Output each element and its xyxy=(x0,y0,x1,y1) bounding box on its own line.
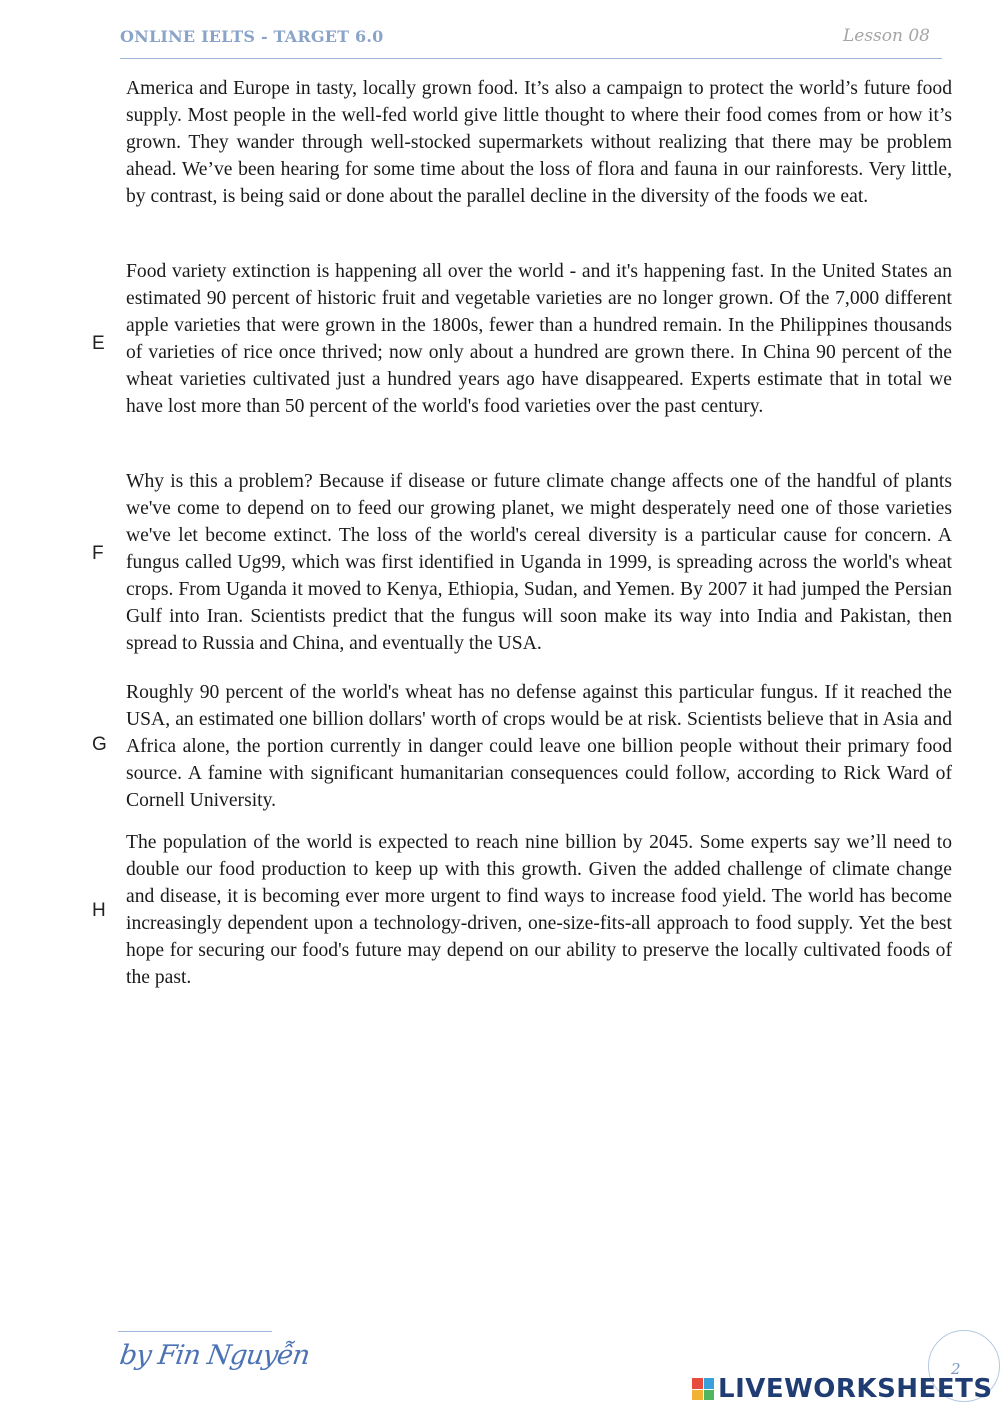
paragraph-intro xyxy=(126,75,952,210)
paragraph-text: The population of the world is expected to reach nine billion by 2045. Some experts say we’ll need to double our food production to keep up with this growth. Given the added challenge of climate change and disease, it is becoming ever more urgent to find ways to increase food yield. The world has become increasingly dependent upon a technology-driven, one-size-fits-all approach to food supply. Yet the best hope for securing our food's future may depend on our ability to preserve the locally cultivated foods of the past. xyxy=(126,832,952,988)
page-header xyxy=(120,24,942,59)
liveworksheets-logo-icon xyxy=(692,1378,714,1400)
course-title: ONLINE IELTS - TARGET 6.0 xyxy=(120,27,384,46)
liveworksheets-brand[interactable] xyxy=(692,1372,993,1406)
paragraph-h xyxy=(126,829,952,991)
paragraph-text: Roughly 90 percent of the world's wheat has no defense against this particular fungus. If it reached the USA, an estimated one billion dollars' worth of crops would be at risk. Scientists believe that in Asia and Africa alone, the portion currently in danger could leave one billion people without their primary food source. A famine with significant humanitarian consequences could follow, according to Rick Ward of Cornell University. xyxy=(126,682,952,811)
paragraph-g xyxy=(126,679,952,814)
brand-name: LIVEWORKSHEETS xyxy=(718,1374,993,1404)
paragraph-letter-e: E xyxy=(92,333,105,354)
paragraph-letter-f: F xyxy=(92,543,104,564)
paragraph-text: Food variety extinction is happening all over the world - and it's happening fast. In the United States an estimated 90 percent of historic fruit and vegetable varieties are no longer grown. Of the 7,000 different apple varieties that were grown in the 1800s, fewer than a hundred remain. In the Philippines thousands of varieties of rice once thrived; now only about a hundred are grown there. In China 90 percent of the wheat varieties cultivated just a hundred years ago have disappeared. Experts estimate that in total we have lost more than 50 percent of the world's food varieties over the past century. xyxy=(126,261,952,417)
footer-divider xyxy=(118,1331,272,1332)
paragraph-f xyxy=(126,468,952,657)
paragraph-text: America and Europe in tasty, locally grown food. It’s also a campaign to protect the world’s future food supply. Most people in the well-fed world give little thought to where their food comes from or how it’s grown. They wander through well-stocked supermarkets without realizing that there may be problem ahead. We’ve been hearing for some time about the loss of flora and fauna in our rainforests. Very little, by contrast, is being said or done about the parallel decline in the diversity of the foods we eat. xyxy=(126,78,952,207)
paragraph-e xyxy=(126,258,952,420)
paragraph-letter-h: H xyxy=(92,900,106,921)
author-signature: by Fin Nguyễn xyxy=(117,1340,312,1371)
page-number: 2 xyxy=(951,1360,961,1378)
paragraph-text: Why is this a problem? Because if disease or future climate change affects one of the handful of plants we've come to depend on to feed our growing planet, we might desperately need one of those varieties we've let become extinct. The loss of the world's cereal diversity is a particular cause for concern. A fungus called Ug99, which was first identified in Uganda in 1999, is spreading across the world's wheat crops. From Uganda it moved to Kenya, Ethiopia, Sudan, and Yemen. By 2007 it had jumped the Persian Gulf into Iran. Scientists predict that the fungus will soon make its way into India and Pakistan, then spread to Russia and China, and eventually the USA. xyxy=(126,471,952,654)
lesson-label: Lesson 08 xyxy=(842,26,930,46)
paragraph-letter-g: G xyxy=(92,734,107,755)
